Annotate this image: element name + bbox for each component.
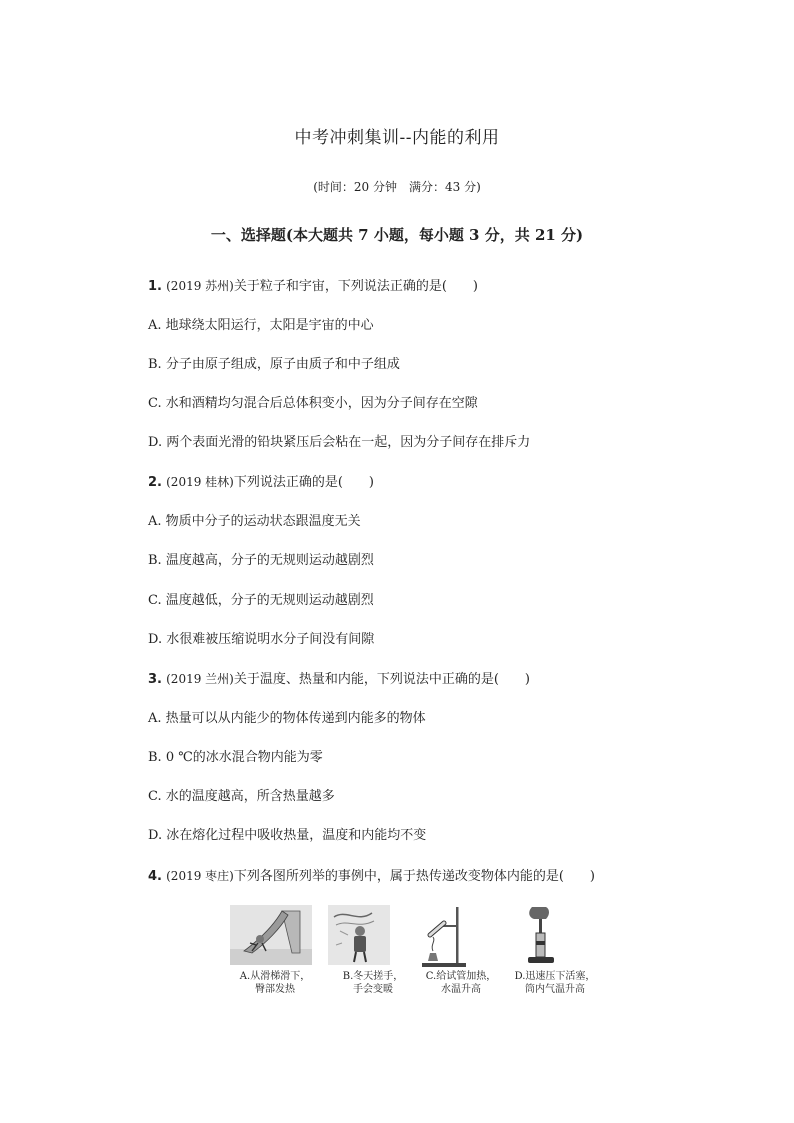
figure-caption: C.给试管加热， 水温升高 [425,971,497,995]
question-2 [148,471,374,490]
option-2a: A. 物质中分子的运动状态跟温度无关 [148,514,361,529]
page-title: 中考冲刺集训--内能的利用 [294,128,500,148]
figure-b [328,905,418,1005]
option-1a: A. 地球绕太阳运行，太阳是宇宙的中心 [148,318,374,333]
question-stem: 下列说法正确的是( ) [233,475,374,490]
option-3a: A. 热量可以从内能少的物体传递到内能多的物体 [148,711,426,726]
slide-illustration [230,905,312,965]
question-4 [148,865,595,884]
question-source: (2019 枣庄) [166,869,234,883]
option-1c: C. 水和酒精均匀混合后总体积变小，因为分子间存在空隙 [148,396,478,411]
hand-rubbing-illustration [328,905,390,965]
question-source: (2019 苏州) [166,279,234,293]
test-tube-heating-illustration [416,905,478,967]
question-number: 3. [148,672,162,687]
option-1b: B. 分子由原子组成，原子由质子和中子组成 [148,357,400,372]
option-2d: D. 水很难被压缩说明水分子间没有间隙 [148,632,375,647]
piston-cylinder-illustration [510,905,572,967]
question-1 [148,275,478,294]
question-number: 1. [148,279,162,294]
option-2c: C. 温度越低，分子的无规则运动越剧烈 [148,593,374,608]
figure-c [416,905,506,1005]
question-source: (2019 桂林) [166,475,234,489]
section-heading: 一、选择题(本大题共 7 小题，每小题 3 分，共 21 分) [210,226,584,244]
option-2b: B. 温度越高，分子的无规则运动越剧烈 [148,553,374,568]
option-1d: D. 两个表面光滑的铅块紧压后会粘在一起，因为分子间存在排斥力 [148,435,531,450]
option-3c: C. 水的温度越高，所含热量越多 [148,789,335,804]
option-3d: D. 冰在熔化过程中吸收热量，温度和内能均不变 [148,828,427,843]
question-stem: 关于温度、热量和内能，下列说法中正确的是( ) [233,672,530,687]
figure-caption: D.迅速压下活塞， 筒内气温升高 [514,971,596,995]
option-3b: B. 0 ℃的冰水混合物内能为零 [148,750,323,765]
question-stem: 下列各图所列举的事例中，属于热传递改变物体内能的是( ) [233,869,595,884]
question-source: (2019 兰州) [166,672,234,686]
question-3 [148,668,530,687]
question-number: 4. [148,869,162,884]
question-number: 2. [148,475,162,490]
figure-caption: B.冬天搓手， 手会变暖 [342,971,404,995]
figure-caption: A.从滑梯滑下， 臀部发热 [239,971,311,995]
figure-row [226,905,606,1005]
figure-d [510,905,600,1005]
figure-a [230,905,320,1005]
question-stem: 关于粒子和宇宙，下列说法正确的是( ) [233,279,478,294]
time-score-info: (时间：20 分钟 满分：43 分) [313,180,481,194]
